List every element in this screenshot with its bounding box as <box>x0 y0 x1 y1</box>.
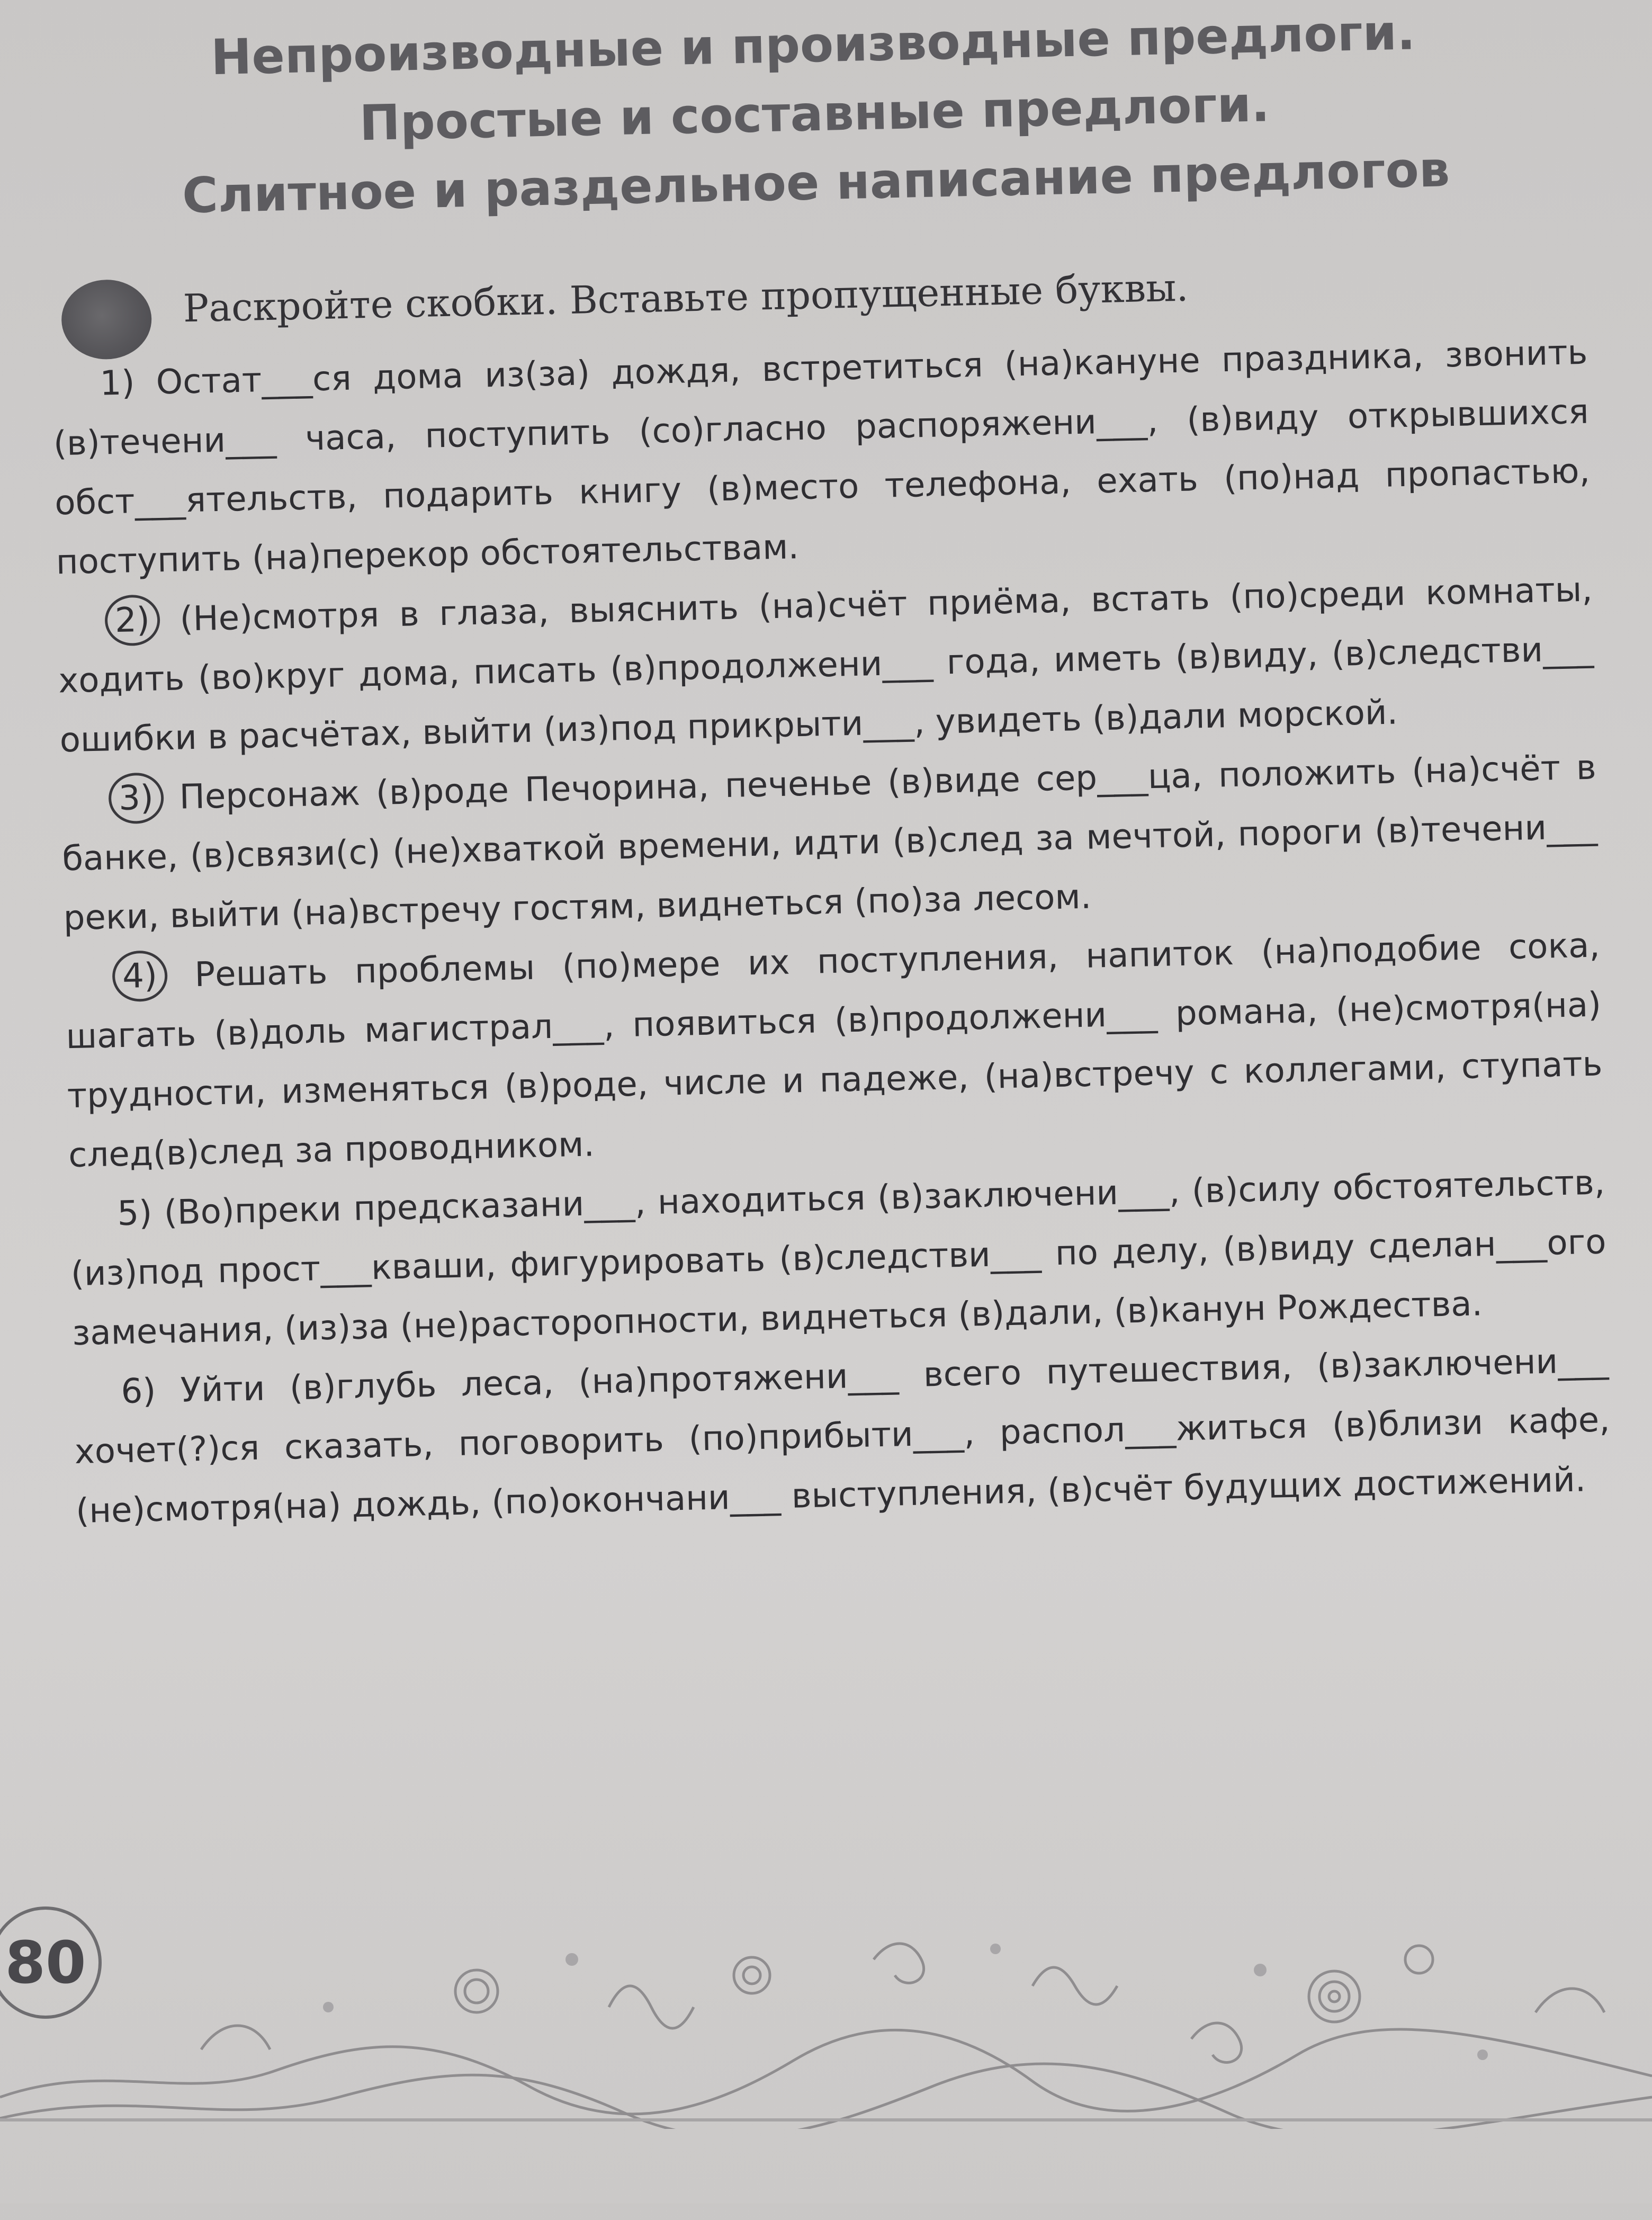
exercise-text: Остат___ся дома из(за) дождя, встретиться (на)кануне праздника, звонить (в)течени___ часа, поступить (со)гласно распоряжени___, (в)виду открывшихся обст___ятельств, подарить книгу (в)место телефона, ехать (по)над пропастью, поступить (на)перекор обстоятельствам. <box>53 333 1591 583</box>
exercise-list <box>52 323 1612 1541</box>
exercise-4 <box>64 916 1604 1186</box>
task-instruction: Раскройте скобки. Вставьте пропущенные буквы. <box>182 265 1189 331</box>
exercise-number: 6) <box>120 1371 157 1412</box>
exercise-number-circled: 2) <box>104 594 160 646</box>
bottom-rule <box>0 2118 1652 2121</box>
exercise-5 <box>69 1153 1608 1363</box>
exercise-number: 1) <box>99 363 136 404</box>
task-marker-icon <box>61 279 152 361</box>
exercise-text: Персонаж (в)роде Печорина, печенье (в)виде сер___ца, положить (на)счёт в банке, (в)связи(с) (не)хваткой времени, идти (в)след за мечтой, пороги (в)течени___ реки, выйти (на)встречу гостям, виднеться (по)за лесом. <box>61 748 1598 938</box>
title-line-1: Непроизводные и производные предлоги. <box>210 4 1416 86</box>
exercise-text: (Во)преки предсказани___, находиться (в)заключени___, (в)силу обстоятельств, (из)под прост___кваши, фигурировать (в)следстви___ по делу, (в)виду сделан___ого замечания, (из)за (не)расторопности, виднеться (в)дали, (в)канун Рождества. <box>70 1163 1607 1354</box>
exercise-text: Решать проблемы (по)мере их поступления, напиток (на)подобие сока, шагать (в)доль магистрал___, появиться (в)продолжени___ романа, (не)смотря(на) трудности, изменяться (в)роде, числе и падеже, (на)встречу с коллегами, ступать след(в)след за проводником. <box>65 926 1603 1176</box>
exercise-number-circled: 4) <box>112 950 168 1002</box>
exercise-number: 5) <box>116 1193 153 1234</box>
title-line-3: Слитное и раздельное написание предлогов <box>182 141 1451 225</box>
exercise-3 <box>60 738 1599 948</box>
decorative-ornament <box>0 1928 1652 2129</box>
exercise-number-circled: 3) <box>108 772 164 824</box>
page-number: 80 <box>0 1906 102 2019</box>
exercise-1 <box>52 323 1592 593</box>
exercise-text: Уйти (в)глубь леса, (на)протяжени___ всего путешествия, (в)заключени___ хочет(?)ся сказать, поговорить (по)прибыти___, распол___житься (в)близи кафе, (не)смотря(на) дождь, (по)окончани___ выступления, (в)счёт будущих достижений. <box>74 1341 1611 1532</box>
exercise-6 <box>73 1331 1611 1541</box>
exercise-2 <box>57 560 1595 771</box>
exercise-text: (Не)смотря в глаза, выяснить (на)счёт приёма, встать (по)среди комнаты, ходить (во)круг дома, писать (в)продолжени___ года, иметь (в)виду, (в)следстви___ ошибки в расчётах, выйти (из)под прикрыти___, увидеть (в)дали морской. <box>58 570 1594 760</box>
title-line-2: Простые и составные предлоги. <box>358 76 1270 152</box>
page-title <box>0 0 1642 235</box>
